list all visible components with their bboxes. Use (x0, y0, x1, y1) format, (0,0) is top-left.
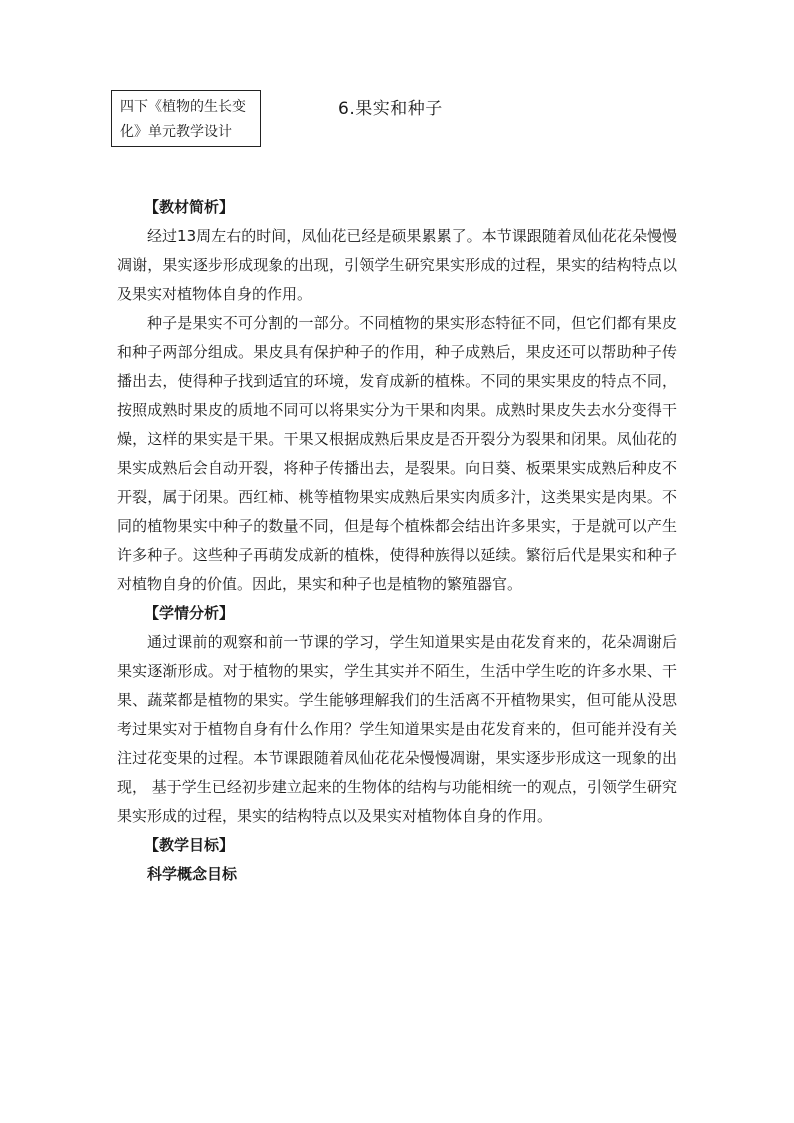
paragraph-textbook-1: 经过13周左右的时间，凤仙花已经是硕果累累了。本节课跟随着凤仙花花朵慢慢凋谢，果实逐步形成现象的出现，引领学生研究果实形成的过程，果实的结构特点以及果实对植物体自身的作用。 (117, 227, 677, 303)
paragraph-textbook-2: 种子是果实不可分割的一部分。不同植物的果实形态特征不同，但它们都有果皮和种子两部分组成。果皮具有保护种子的作用，种子成熟后，果皮还可以帮助种子传播出去，使得种子找到适宜的环境，发育成新的植株。不同的果实果皮的特点不同，按照成熟时果皮的质地不同可以将果实分为干果和肉果。成熟时果皮失去水分变得干燥，这样的果实是干果。干果又根据成熟后果皮是否开裂分为裂果和闭果。凤仙花的果实成熟后会自动开裂，将种子传播出去，是裂果。向日葵、板栗果实成熟后种皮不开裂，属于闭果。西红柿、桃等植物果实成熟后果实肉质多汁，这类果实是肉果。不同的植物果实中种子的数量不同，但是每个植株都会结出许多果实，于是就可以产生许多种子。这些种子再萌发成新的植株，使得种族得以延续。繁衍后代是果实和种子对植物自身的价值。因此，果实和种子也是植物的繁殖器官。 (117, 314, 677, 593)
document-body (117, 193, 677, 889)
section-heading-textbook-analysis: 【教材简析】 (144, 198, 235, 216)
section-heading-teaching-goals: 【教学目标】 (144, 836, 235, 854)
section-heading-student-analysis: 【学情分析】 (144, 604, 235, 622)
unit-title-box (111, 90, 261, 147)
unit-title-text: 四下《植物的生长变化》单元教学设计 (120, 99, 246, 140)
paragraph-student-1: 通过课前的观察和前一节课的学习，学生知道果实是由花发育来的，花朵凋谢后果实逐渐形成。对于植物的果实，学生其实并不陌生，生活中学生吃的许多水果、干果、蔬菜都是植物的果实。学生能够理解我们的生活离不开植物果实，但可能从没思考过果实对于植物自身有什么作用？学生知道果实是由花发育来的，但可能并没有关注过花变果的过程。本节课跟随着凤仙花花朵慢慢凋谢，果实逐步形成这一现象的出现， 基于学生已经初步建立起来的生物体的结构与功能相统一的观点，引领学生研究果实形成的过程，果实的结构特点以及果实对植物体自身的作用。 (117, 633, 677, 825)
lesson-title: 6.果实和种子 (338, 99, 443, 119)
subheading-science-concept-goals: 科学概念目标 (147, 865, 238, 883)
